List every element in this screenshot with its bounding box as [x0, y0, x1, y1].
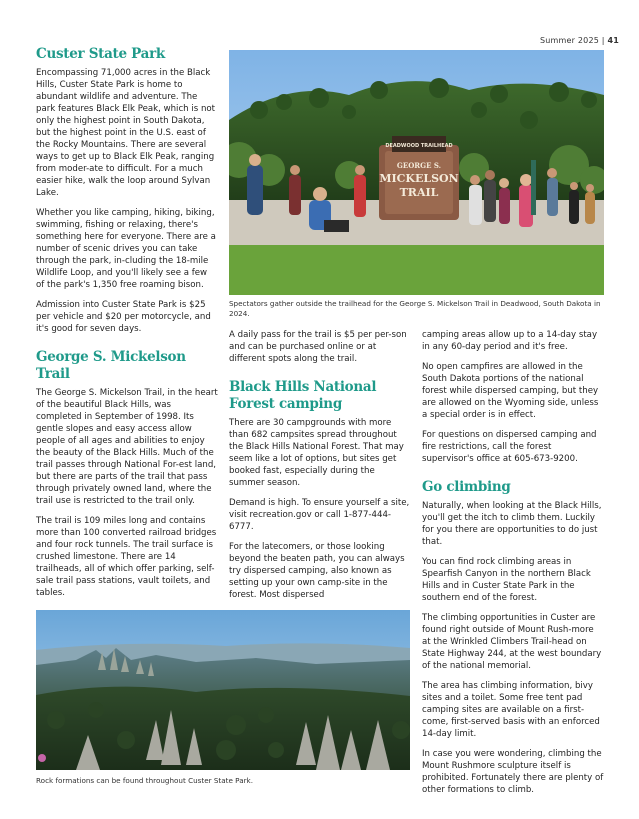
sign-name-text: GEORGE S.: [396, 161, 442, 170]
camping-paragraph-2: Demand is high. To ensure yourself a site, visit recreation.gov or call 1-877-444-6777.: [229, 498, 410, 532]
mickelson-heading: George S. Mickelson Trail: [36, 349, 186, 382]
column-middle: [229, 329, 411, 601]
daily-pass-paragraph: A daily pass for the trail is $5 per per-son and can be purchased online or at different spots along the trail.: [229, 330, 407, 364]
custer-paragraph-3: Admission into Custer State Park is $25 per vehicle and $20 per motorcycle, and it's good for seven days.: [36, 300, 211, 334]
climbing-heading: Go climbing: [422, 479, 511, 495]
camping-heading: Black Hills National Forest camping: [229, 379, 377, 412]
campfire-paragraph: No open campfires are allowed in the South Dakota portions of the national forest while dispersed camping, but they are allowed on the Wyoming side, unless a special order is in effect.: [422, 362, 599, 420]
column-right: [422, 329, 604, 796]
custer-heading: Custer State Park: [36, 46, 165, 62]
custer-paragraph-1: Encompassing 71,000 acres in the Black Hills, Custer State Park is home to abundant wildlife and adventure. The park features Black Elk Peak, which is not only the highest point in South Dakota, but the highest point in the U.S. east of the Rocky Mountains. There are several ways to get up to Black Elk Peak, ranging from moder-ate to difficult. For a much easier hike, walk the loop around Sylvan Lake.: [36, 68, 216, 198]
trailhead-photo: [229, 50, 604, 295]
mickelson-paragraph-1: The George S. Mickelson Trail, in the heart of the beautiful Black Hills, was completed in September of 1998. Its gentle slopes and easy access allow people of all ages and abilities to enjoy the beauty of the Black Hills. Much of the trail passes through National For-est land, but there are parts of the trail that pass through privately owned land, where the trail use is restricted to the trail only.: [36, 388, 218, 506]
camping-paragraph-1: There are 30 campgrounds with more than 682 campsites spread throughout the Black Hills National Forest. That may seem like a lot of options, but sites get booked fast, especially during the summer season.: [229, 418, 404, 488]
camping-continued-paragraph: camping areas allow up to a 14-day stay in any 60-day period and it's free.: [422, 330, 598, 352]
sign-top-text: DEADWOOD TRAILHEAD: [385, 143, 453, 149]
climbing-paragraph-5: In case you were wondering, climbing the Mount Rushmore sculpture itself is prohibited. Fortunately there are plenty of other formations to climb.: [422, 749, 604, 795]
page-number: 41: [607, 36, 619, 45]
page-folio: [540, 36, 619, 45]
trailhead-photo-caption: Spectators gather outside the trailhead for the George S. Mickelson Trail in Deadwood, South Dakota in 2024.: [229, 299, 601, 318]
climbing-paragraph-4: The area has climbing information, bivy sites and a toilet. Some free tent pad camping sites are available on a first-come, first-served basis with an enforced 14-day limit.: [422, 681, 600, 739]
mickelson-paragraph-2: The trail is 109 miles long and contains more than 100 converted railroad bridges and four rock tunnels. The trail surface is crushed limestone. There are 14 trailheads, all of which offer parking, self-sale trail pass stations, vault toilets, and tables.: [36, 516, 217, 598]
folio-separator: |: [601, 36, 605, 45]
rock-formations-photo: [36, 610, 410, 770]
issue-date: Summer 2025: [539, 36, 600, 45]
questions-paragraph: For questions on dispersed camping and fire restrictions, call the forest supervisor's office at 605-673-9200.: [422, 430, 597, 464]
rock-formations-caption: Rock formations can be found throughout Custer State Park.: [36, 776, 253, 785]
sign-main-text: MICKELSON: [379, 172, 459, 185]
trailhead-scene: [229, 50, 604, 295]
climbing-paragraph-1: Naturally, when looking at the Black Hills, you'll get the itch to climb them. Luckily for you there are opportunities to do just that.: [422, 501, 602, 547]
custer-paragraph-2: Whether you like camping, hiking, biking, swimming, fishing or relaxing, there's something here for everyone. There are a number of scenic drives you can take through the park, in-cluding the 18-mile Wildlife Loop, and you'll likely see a few of the park's 1,350 free roaming bison.: [36, 208, 216, 290]
climbing-paragraph-3: The climbing opportunities in Custer are found right outside of Mount Rush-more at the Wrinkled Climbers Trail-head on State Highway 244, at the west boundary of the national memorial.: [422, 613, 602, 671]
camping-paragraph-3: For the latecomers, or those looking beyond the beaten path, you can always try dispersed camping, also known as setting up your own camp-site in the forest. Most dispersed: [229, 542, 405, 600]
sign-trail-text: TRAIL: [399, 186, 439, 199]
rock-formations-scene: [36, 610, 410, 770]
column-left: [36, 46, 218, 599]
climbing-paragraph-2: You can find rock climbing areas in Spearfish Canyon in the northern Black Hills and in Custer State Park in the southern end of the forest.: [422, 557, 591, 603]
